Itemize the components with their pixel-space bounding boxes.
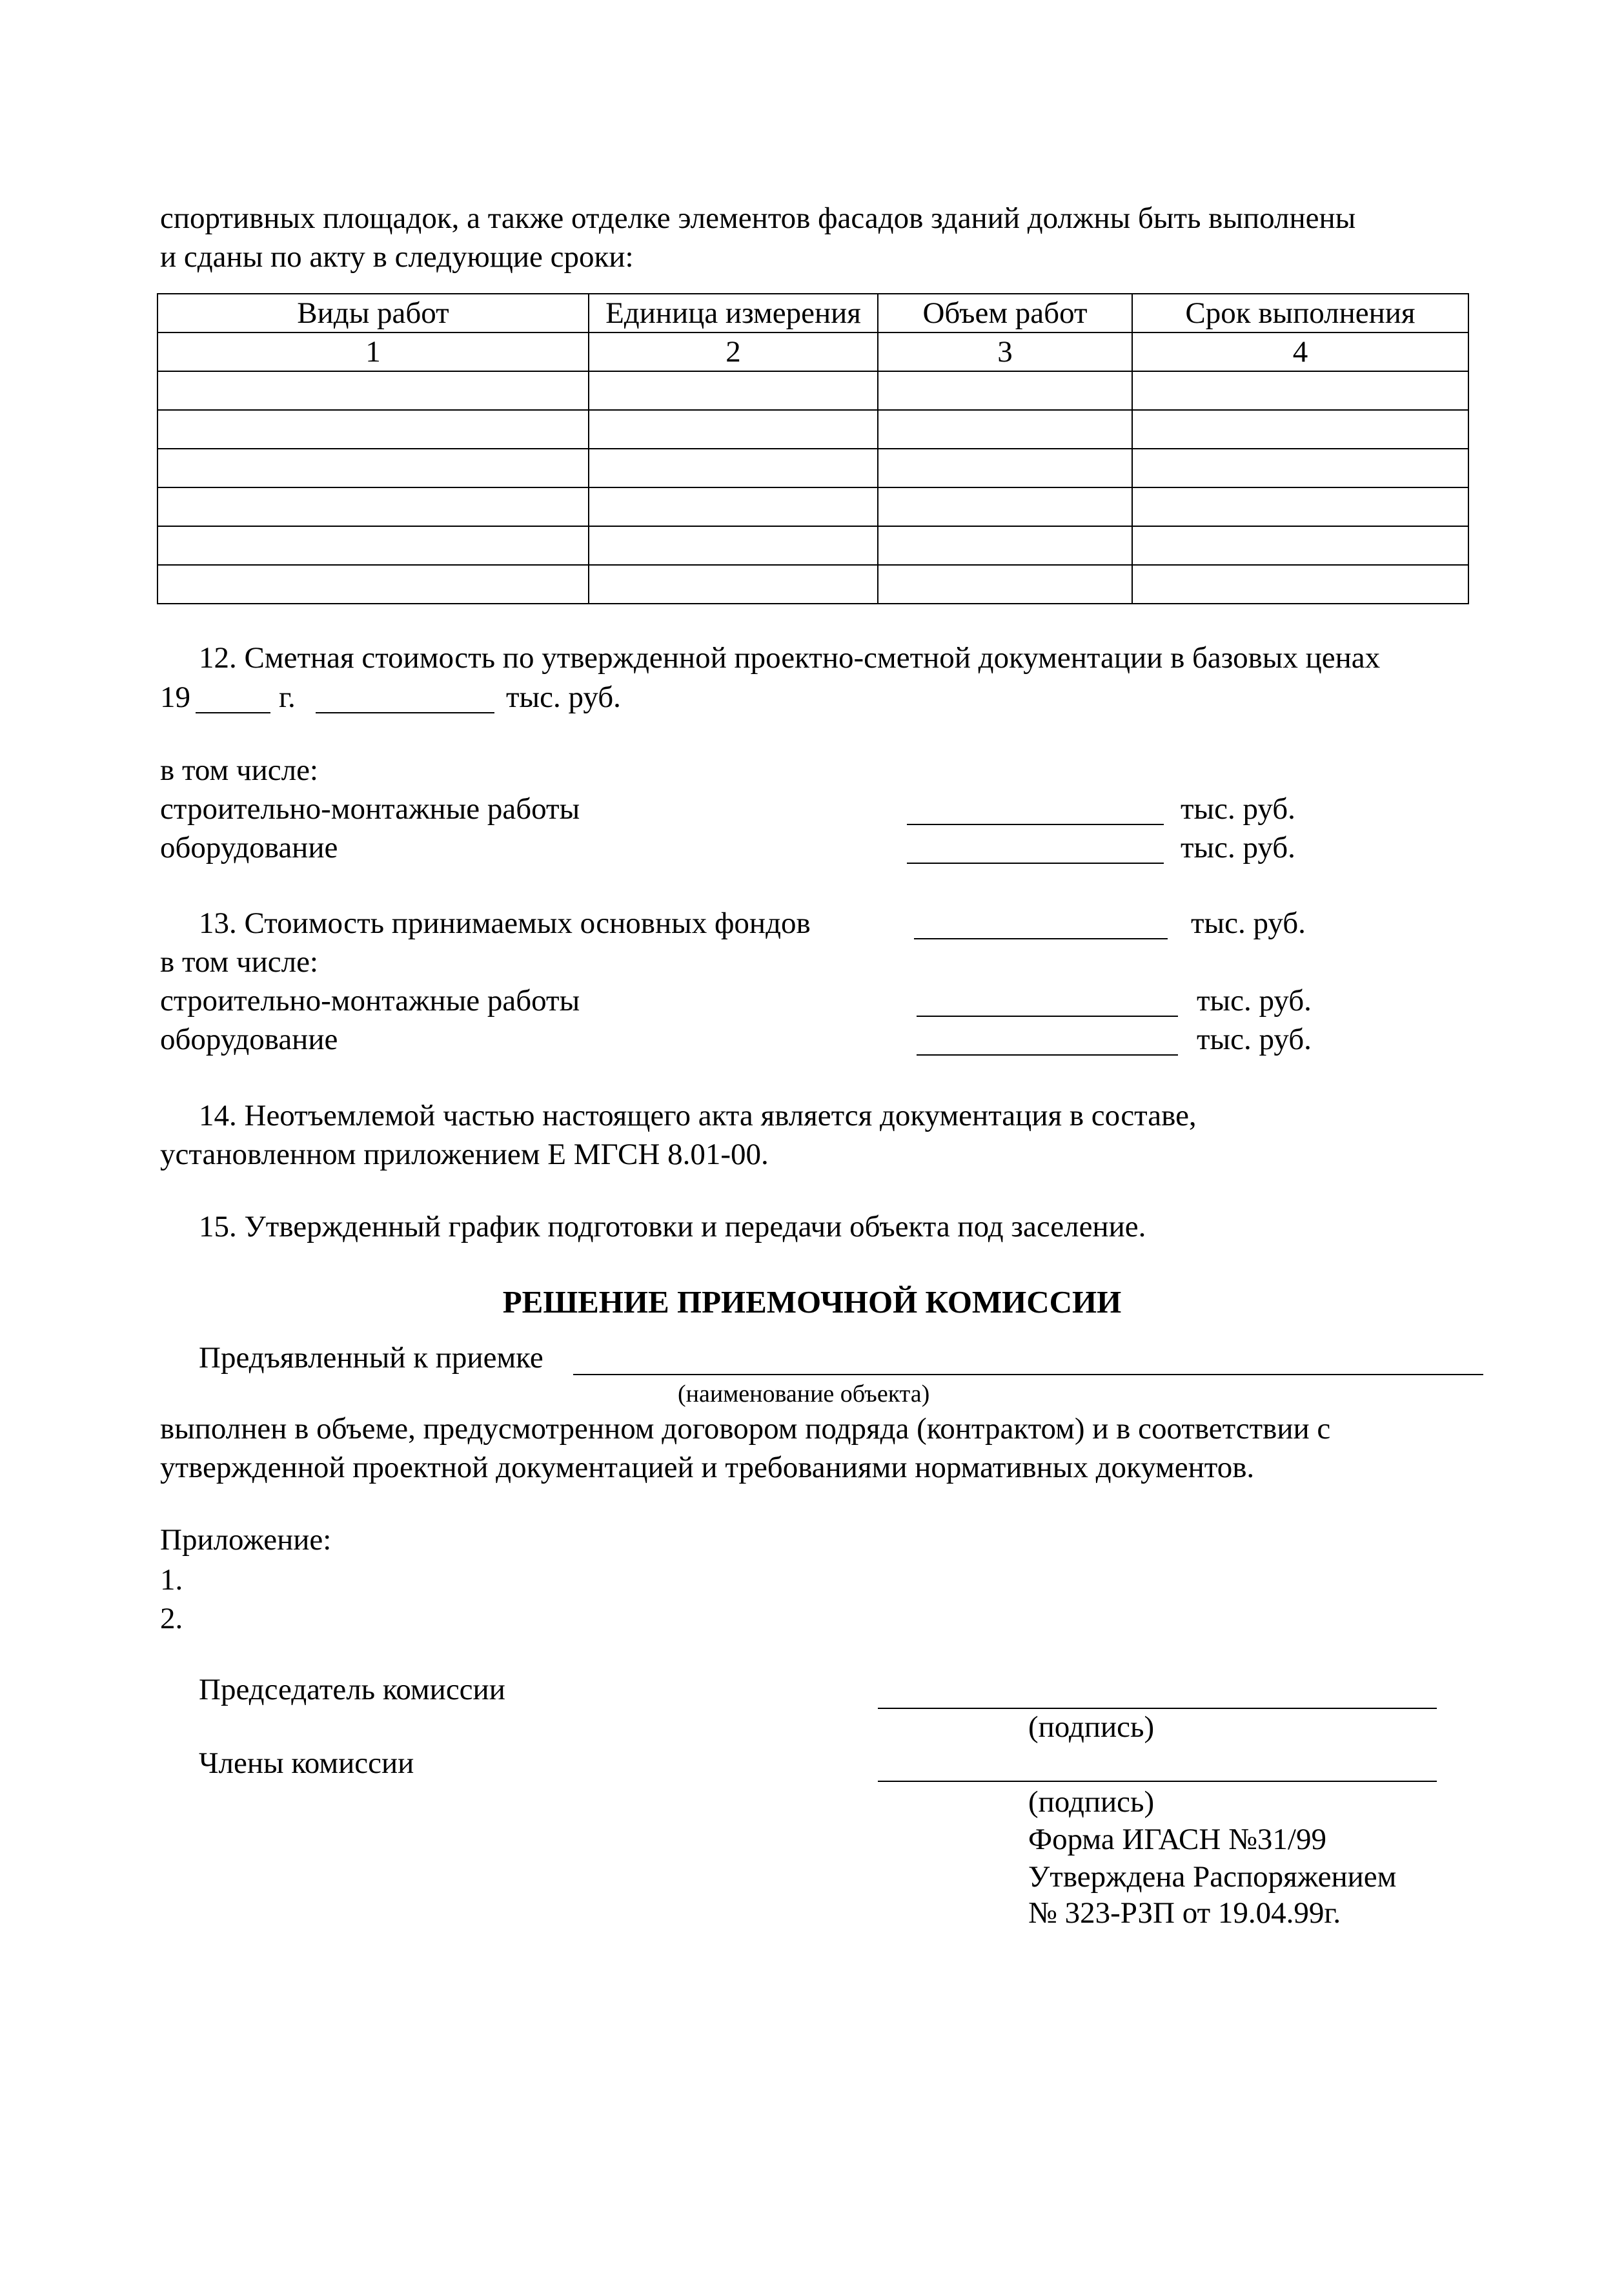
table-cell [1132, 371, 1468, 410]
header-unit: Единица измерения [589, 294, 878, 332]
chairman-signature-line[interactable] [878, 1708, 1437, 1709]
table-row [157, 487, 1468, 526]
table-cell [589, 526, 878, 565]
item-13-total-blank[interactable] [914, 938, 1168, 939]
year-blank[interactable] [196, 712, 270, 713]
column-number: 3 [878, 332, 1132, 371]
table-cell [157, 487, 589, 526]
table-cell [157, 526, 589, 565]
item-13-equipment-unit: тыс. руб. [1197, 1023, 1312, 1056]
item-12-cmr-blank[interactable] [907, 824, 1164, 825]
table-header-row [157, 294, 1468, 332]
item-12-cmr-unit: тыс. руб. [1181, 792, 1295, 826]
decision-line-1: выполнен в объеме, предусмотренном договором подряда (контрактом) и в соответствии с [160, 1412, 1331, 1446]
table-number-row [157, 332, 1468, 371]
decision-heading: РЕШЕНИЕ ПРИЕМОЧНОЙ КОМИССИИ [502, 1284, 1122, 1320]
item-12-including: в том числе: [160, 753, 318, 787]
object-name-caption: (наименование объекта) [678, 1380, 930, 1407]
table-cell [589, 371, 878, 410]
item-12-equipment-blank[interactable] [907, 863, 1164, 864]
table-cell [878, 449, 1132, 487]
table-row [157, 410, 1468, 449]
members-label: Члены комиссии [199, 1746, 414, 1780]
table-cell [878, 526, 1132, 565]
chairman-signature-caption: (подпись) [1028, 1710, 1155, 1744]
item-13-unit: тыс. руб. [1191, 906, 1306, 940]
members-signature-caption: (подпись) [1028, 1785, 1155, 1819]
presented-label: Предъявленный к приемке [199, 1341, 543, 1375]
appendix-item-2: 2. [160, 1602, 183, 1635]
table-cell [589, 565, 878, 604]
table-cell [1132, 410, 1468, 449]
table-cell [157, 371, 589, 410]
item-13-equipment-label: оборудование [160, 1023, 338, 1056]
table-cell [1132, 449, 1468, 487]
table-cell [1132, 565, 1468, 604]
table-cell [878, 410, 1132, 449]
chairman-label: Председатель комиссии [199, 1673, 505, 1706]
column-number: 2 [589, 332, 878, 371]
table-cell [878, 565, 1132, 604]
table-cell [157, 565, 589, 604]
header-deadline: Срок выполнения [1132, 294, 1468, 332]
form-number: Форма ИГАСН №31/99 [1028, 1823, 1326, 1856]
item-12-cmr-label: строительно-монтажные работы [160, 792, 580, 826]
intro-line-1: спортивных площадок, а также отделке элементов фасадов зданий должны быть выполнены [160, 201, 1356, 235]
item-12-equipment-label: оборудование [160, 831, 338, 864]
members-signature-line[interactable] [878, 1781, 1437, 1782]
table-cell [157, 410, 589, 449]
table-cell [1132, 526, 1468, 565]
table-row [157, 371, 1468, 410]
works-schedule-table [157, 293, 1469, 604]
item-13-equipment-blank[interactable] [917, 1054, 1178, 1056]
column-number: 1 [157, 332, 589, 371]
appendix-item-1: 1. [160, 1563, 183, 1597]
item-13-cmr-label: строительно-монтажные работы [160, 984, 580, 1018]
item-13-text: 13. Стоимость принимаемых основных фондов [199, 906, 811, 940]
estimate-unit: тыс. руб. [506, 680, 621, 714]
table-row [157, 449, 1468, 487]
item-13-cmr-blank[interactable] [917, 1016, 1178, 1017]
table-cell [1132, 487, 1468, 526]
table-cell [878, 487, 1132, 526]
year-suffix: г. [279, 680, 296, 714]
header-volume: Объем работ [878, 294, 1132, 332]
table-row [157, 526, 1468, 565]
estimate-blank[interactable] [316, 712, 494, 713]
item-12-text: 12. Сметная стоимость по утвержденной проектно-сметной документации в базовых ценах [199, 641, 1381, 675]
item-13-cmr-unit: тыс. руб. [1197, 984, 1312, 1018]
item-13-including: в том числе: [160, 945, 318, 979]
header-work-type: Виды работ [157, 294, 589, 332]
table-cell [157, 449, 589, 487]
table-cell [589, 449, 878, 487]
intro-line-2: и сданы по акту в следующие сроки: [160, 240, 634, 274]
table-cell [589, 487, 878, 526]
table-cell [878, 371, 1132, 410]
decision-line-2: утвержденной проектной документацией и требованиями нормативных документов. [160, 1451, 1255, 1484]
approved-by: Утверждена Распоряжением [1028, 1860, 1397, 1894]
table-cell [589, 410, 878, 449]
order-number: № 323-РЗП от 19.04.99г. [1028, 1896, 1341, 1930]
item-14-line-2: установленном приложением Е МГСН 8.01-00. [160, 1138, 769, 1171]
appendix-title: Приложение: [160, 1523, 332, 1557]
year-prefix: 19 [160, 680, 190, 714]
object-name-blank[interactable] [573, 1374, 1483, 1375]
table-row [157, 565, 1468, 604]
item-15-text: 15. Утвержденный график подготовки и передачи объекта под заселение. [199, 1210, 1146, 1243]
column-number: 4 [1132, 332, 1468, 371]
item-12-equipment-unit: тыс. руб. [1181, 831, 1295, 864]
item-14-line-1: 14. Неотъемлемой частью настоящего акта является документация в составе, [199, 1099, 1197, 1132]
